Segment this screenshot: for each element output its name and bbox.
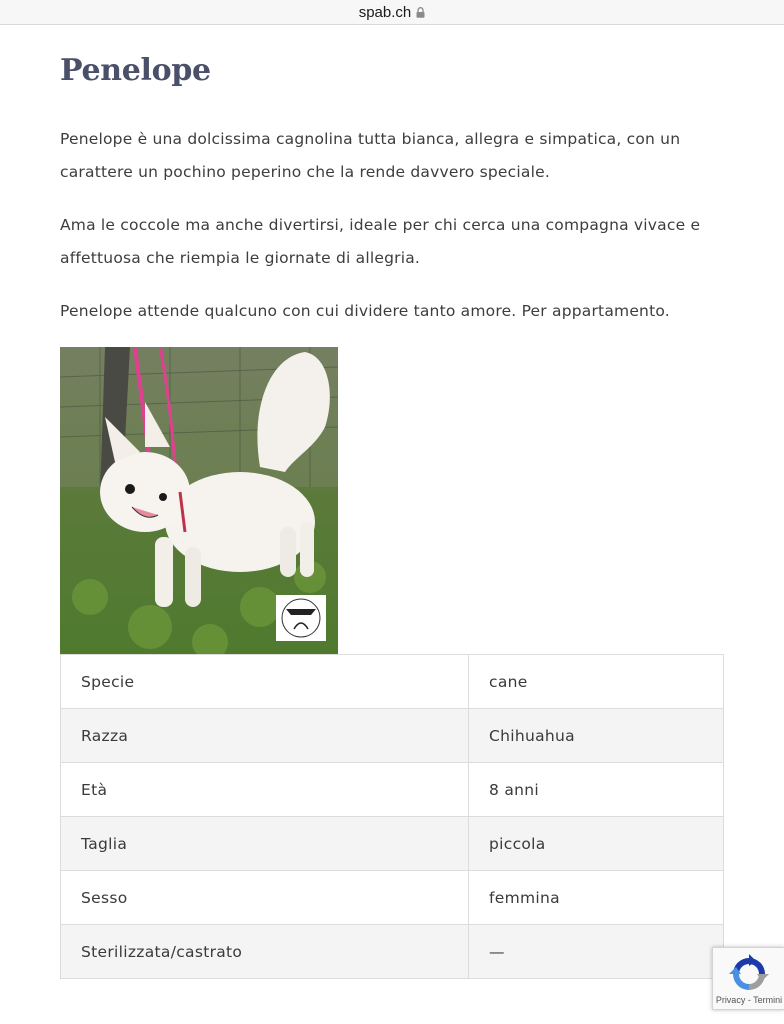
detail-value: —	[469, 925, 724, 979]
detail-label: Sterilizzata/castrato	[61, 925, 469, 979]
link-separator: -	[745, 995, 754, 1005]
detail-label: Sesso	[61, 871, 469, 925]
dog-photo	[60, 347, 338, 654]
details-table	[60, 654, 724, 979]
address-bar[interactable]	[0, 0, 784, 25]
table-row	[61, 925, 724, 979]
recaptcha-icon	[729, 954, 769, 994]
description-paragraph-2: Ama le coccole ma anche divertirsi, ideale per chi cerca una compagna vivace e affettuosa che riempia le giornate di allegria.	[60, 216, 701, 267]
table-row	[61, 871, 724, 925]
table-row	[61, 709, 724, 763]
table-row	[61, 763, 724, 817]
terms-link[interactable]: Termini	[753, 995, 783, 1005]
table-row	[61, 817, 724, 871]
detail-value: piccola	[469, 817, 724, 871]
lock-icon	[416, 7, 425, 18]
description-paragraph-3: Penelope attende qualcuno con cui dividere tanto amore. Per appartamento.	[60, 302, 670, 320]
recaptcha-badge[interactable]	[712, 947, 784, 1010]
detail-label: Taglia	[61, 817, 469, 871]
recaptcha-links	[713, 995, 784, 1005]
detail-value: Chihuahua	[469, 709, 724, 763]
detail-value: cane	[469, 655, 724, 709]
url-text[interactable]: spab.ch	[358, 3, 412, 21]
page-title: Penelope	[60, 53, 211, 88]
privacy-link[interactable]: Privacy	[715, 995, 746, 1005]
detail-label: Razza	[61, 709, 469, 763]
detail-label: Specie	[61, 655, 469, 709]
table-row	[61, 655, 724, 709]
detail-value: 8 anni	[469, 763, 724, 817]
description-paragraph-1: Penelope è una dolcissima cagnolina tutta bianca, allegra e simpatica, con un carattere un pochino peperino che la rende davvero speciale.	[60, 130, 681, 181]
detail-label: Età	[61, 763, 469, 817]
detail-value: femmina	[469, 871, 724, 925]
